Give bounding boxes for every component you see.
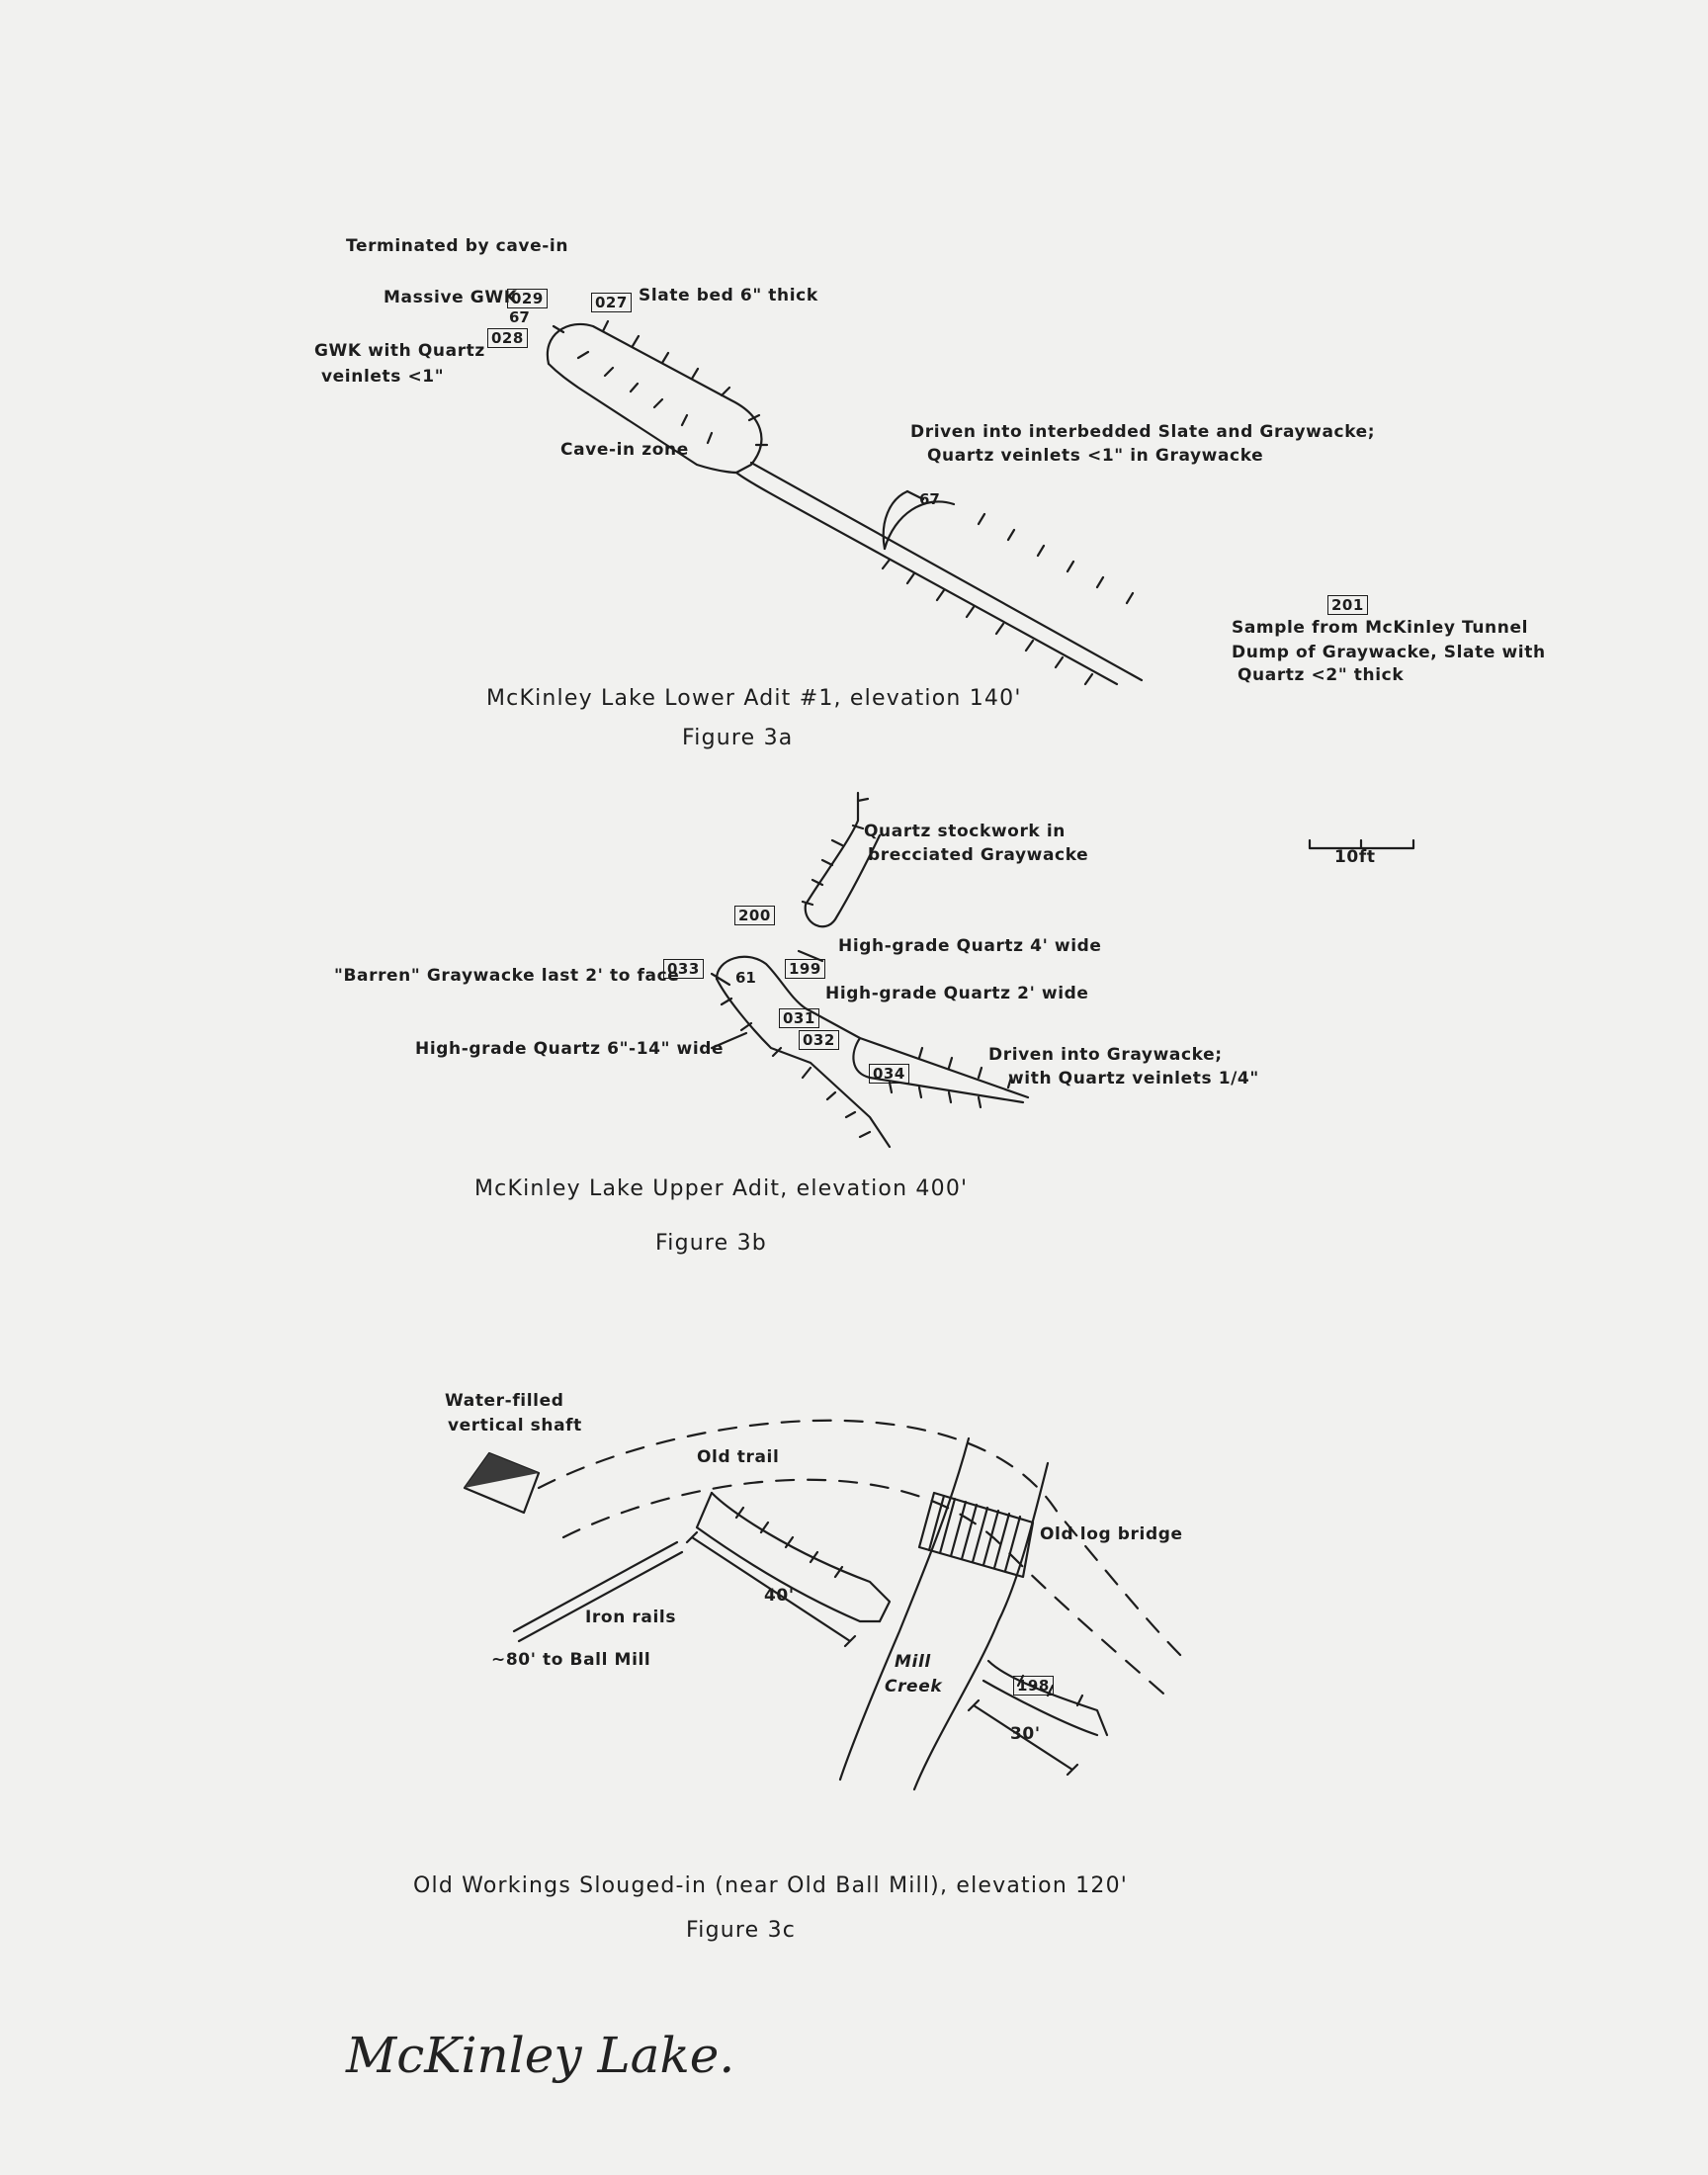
figure-3b-number: Figure 3b xyxy=(655,1231,767,1256)
dip-61-label: 61 xyxy=(735,969,756,987)
shaft-label-2: vertical shaft xyxy=(448,1416,582,1436)
mill-label: Mill xyxy=(895,1652,931,1672)
hg-2-label: High-grade Quartz 2' wide xyxy=(825,984,1089,1003)
dip-67-label: 67 xyxy=(509,308,530,326)
sample-032: 032 xyxy=(799,1030,839,1050)
handwritten-note: McKinley Lake. xyxy=(346,2027,735,2084)
scale-label: 10ft xyxy=(1334,847,1376,867)
lower-adit-plan xyxy=(548,321,1142,684)
massive-gwk-label: Massive GWK xyxy=(384,288,518,307)
dim-30-label: 30' xyxy=(1010,1724,1041,1744)
barren-label: "Barren" Graywacke last 2' to face xyxy=(334,966,680,986)
ball-mill-label: ~80' to Ball Mill xyxy=(491,1650,651,1670)
sample-label-1: Sample from McKinley Tunnel xyxy=(1232,618,1529,638)
sample-033: 033 xyxy=(663,959,704,979)
creek-label: Creek xyxy=(885,1677,943,1696)
sample-label-2: Dump of Graywacke, Slate with xyxy=(1232,643,1546,662)
sample-198: 198 xyxy=(1013,1676,1054,1696)
hg-6-14-label: High-grade Quartz 6"-14" wide xyxy=(415,1039,725,1059)
sample-027: 027 xyxy=(591,293,632,312)
figure-3a-caption: McKinley Lake Lower Adit #1, elevation 140' xyxy=(486,686,1022,711)
sample-200: 200 xyxy=(734,906,775,925)
sample-034: 034 xyxy=(869,1064,909,1084)
figure-3b-caption: McKinley Lake Upper Adit, elevation 400' xyxy=(474,1176,969,1201)
driven-graywacke-label-2: with Quartz veinlets 1/4" xyxy=(1008,1069,1259,1088)
driven-label-2: Quartz veinlets <1" in Graywacke xyxy=(927,446,1264,466)
dim-40-label: 40' xyxy=(764,1586,795,1606)
driven-graywacke-label-1: Driven into Graywacke; xyxy=(988,1045,1223,1065)
slate-bed-label: Slate bed 6" thick xyxy=(639,286,818,305)
figure-3c-number: Figure 3c xyxy=(686,1918,797,1943)
driven-label-1: Driven into interbedded Slate and Graywacke; xyxy=(910,422,1376,442)
sample-199: 199 xyxy=(785,959,825,979)
hg-4-label: High-grade Quartz 4' wide xyxy=(838,936,1102,956)
iron-rails-label: Iron rails xyxy=(585,1608,677,1627)
old-trail-label: Old trail xyxy=(697,1447,780,1467)
terminated-label: Terminated by cave-in xyxy=(346,236,569,256)
sample-031: 031 xyxy=(779,1008,819,1028)
sample-201: 201 xyxy=(1327,595,1368,615)
figure-3a-number: Figure 3a xyxy=(682,726,794,750)
cave-in-zone-label: Cave-in zone xyxy=(560,440,689,460)
figure-3c-caption: Old Workings Slouged-in (near Old Ball Mill), elevation 120' xyxy=(413,1873,1129,1898)
sample-029: 029 xyxy=(507,289,548,308)
old-workings-plan xyxy=(465,1421,1186,1789)
old-log-bridge-label: Old log bridge xyxy=(1040,1524,1183,1544)
stockwork-label-1: Quartz stockwork in xyxy=(864,822,1066,841)
sample-028: 028 xyxy=(487,328,528,348)
dip-67-junction-label: 67 xyxy=(919,490,940,508)
veinlets-label: veinlets <1" xyxy=(321,367,445,387)
sample-label-3: Quartz <2" thick xyxy=(1238,665,1405,685)
stockwork-label-2: brecciated Graywacke xyxy=(868,845,1089,865)
shaft-label-1: Water-filled xyxy=(445,1391,564,1411)
gwk-quartz-label: GWK with Quartz xyxy=(314,341,485,361)
